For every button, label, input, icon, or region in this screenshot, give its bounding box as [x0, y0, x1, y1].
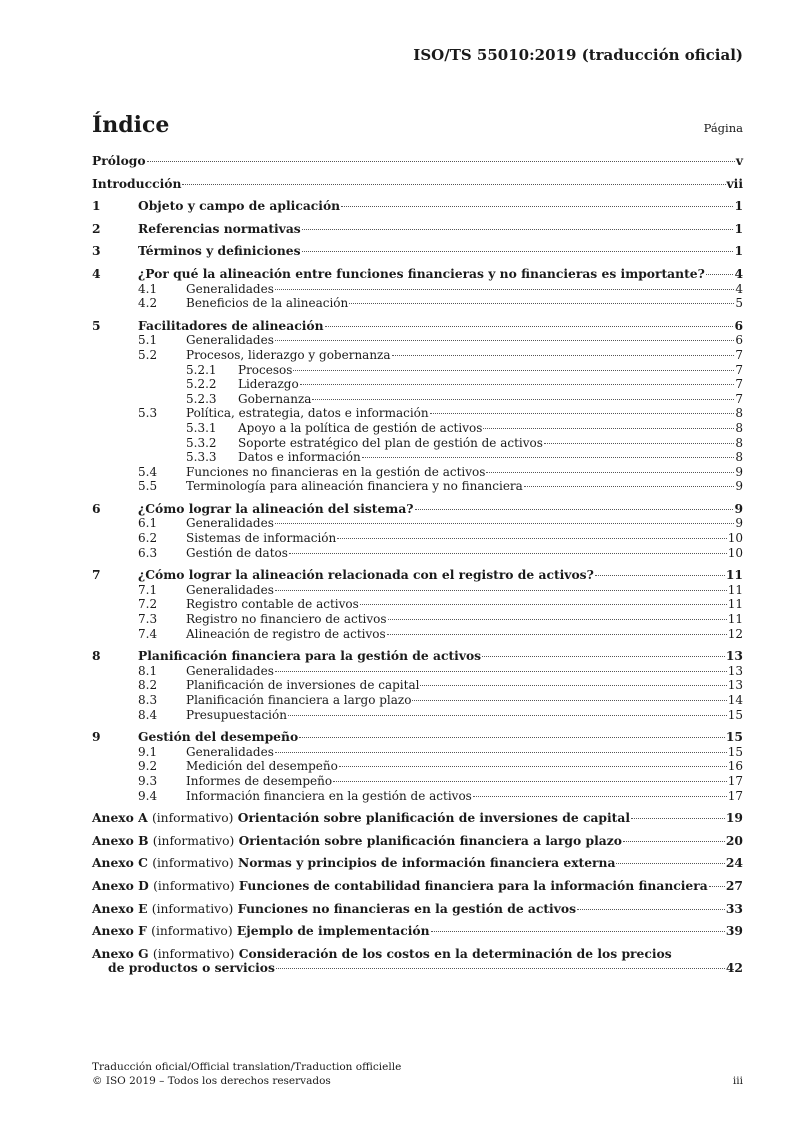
toc-entry-number: 5.2.1	[186, 362, 217, 377]
toc-entry-clause[interactable]	[92, 502, 743, 517]
annex-label: Anexo C	[92, 855, 148, 871]
toc-entry-title: Apoyo a la política de gestión de activos	[238, 420, 483, 435]
annex-type: (informativo)	[151, 901, 234, 916]
toc-entry-title: Prólogo	[92, 153, 146, 168]
toc-entry-number: 6.1	[138, 516, 158, 531]
toc-entry-page: 4	[734, 265, 743, 281]
toc-entry-number: 5.2.2	[186, 377, 217, 392]
toc-entry-page: 14	[727, 693, 743, 707]
toc-entry-number: 5	[92, 317, 101, 333]
dot-leader	[360, 604, 727, 605]
title-row	[92, 112, 743, 138]
dot-leader	[577, 909, 725, 910]
toc-entry-title: Gobernanza	[238, 391, 312, 406]
toc-entry-subclause[interactable]	[92, 583, 743, 598]
toc-entry-title: Objeto y campo de aplicación	[138, 198, 341, 214]
toc-entry-page: 6	[734, 317, 743, 333]
annex-title: Consideración de los costos en la determinación de los precios	[238, 945, 672, 961]
toc-entry-page: v	[735, 153, 743, 168]
toc-entry-subclause[interactable]	[92, 406, 743, 421]
toc-entry-page: 13	[727, 663, 743, 678]
toc-entry-subclause[interactable]	[92, 333, 743, 348]
toc-entry-page: 8	[735, 420, 743, 435]
toc-entry-page: 7	[735, 362, 743, 377]
dot-leader	[431, 931, 725, 932]
toc-entry-subclause[interactable]	[92, 678, 743, 693]
toc-entry-title: Referencias normativas	[138, 220, 301, 236]
toc-entry-subclause[interactable]	[92, 546, 743, 561]
annex-label: Anexo A	[92, 810, 148, 826]
toc-entry-number: 6	[92, 500, 101, 516]
toc-entry-clause[interactable]	[92, 568, 743, 583]
dot-leader	[302, 229, 734, 230]
annex-heading	[92, 834, 622, 849]
toc-entry-number: 5.2	[138, 347, 158, 362]
annex-title: Funciones de contabilidad financiera para la información financiera	[238, 877, 708, 893]
toc-entry-subclause[interactable]	[92, 296, 743, 311]
annex-type: (informativo)	[153, 878, 235, 893]
annex-heading	[92, 879, 708, 894]
toc-entry-number: 4.2	[138, 296, 158, 311]
toc-entry-number: 7.1	[138, 582, 158, 597]
dot-leader	[362, 457, 735, 458]
toc-entry-annex[interactable]	[92, 834, 743, 849]
annex-label: Anexo F	[92, 923, 147, 939]
toc-entry-title: Términos y definiciones	[138, 243, 301, 259]
dot-leader	[709, 886, 725, 887]
toc-entry-number: 6.2	[138, 531, 158, 546]
toc-entry-page: 9	[735, 516, 743, 531]
toc-entry-page: 42	[725, 960, 743, 976]
toc-entry-number: 4	[92, 265, 101, 281]
toc-entry-number: 7.2	[138, 597, 158, 612]
toc-entry-clause[interactable]	[92, 267, 743, 282]
toc-entry-annex[interactable]	[92, 947, 743, 976]
toc-entry-title: Medición del desempeño	[186, 759, 338, 774]
dot-leader	[299, 737, 725, 738]
toc-entry-subclause[interactable]	[92, 531, 743, 546]
dot-leader	[276, 968, 725, 969]
toc-entry-title: ¿Por qué la alineación entre funciones financieras y no financieras es importante?	[138, 265, 705, 281]
annex-title-line-2	[92, 961, 743, 976]
toc-entry-title: Registro no financiero de activos	[186, 612, 387, 627]
toc-entry-subclause[interactable]	[92, 693, 743, 708]
toc-entry-number: 8	[92, 648, 101, 664]
dot-leader	[706, 274, 734, 275]
toc-entry-number: 5.4	[138, 464, 158, 479]
dot-leader	[182, 184, 725, 185]
toc-entry-page: 19	[725, 810, 743, 826]
dot-leader	[312, 399, 734, 400]
table-of-contents	[92, 154, 743, 976]
toc-entry-clause[interactable]	[92, 199, 743, 214]
dot-leader	[524, 486, 735, 487]
toc-entry-title: Gestión del desempeño	[138, 729, 299, 745]
dot-leader	[387, 634, 727, 635]
toc-entry-page: 27	[725, 877, 743, 893]
annex-title: Orientación sobre planificación de inversiones de capital	[237, 810, 630, 826]
toc-entry-number: 8.4	[138, 707, 158, 722]
page-column-label: Página	[703, 121, 743, 135]
toc-entry-subclause[interactable]	[92, 282, 743, 297]
toc-entry-number: 5.3.2	[186, 435, 217, 450]
toc-entry-title: Planificación financiera para la gestión de activos	[138, 648, 482, 664]
dot-leader	[275, 671, 727, 672]
toc-entry-page: 1	[734, 243, 743, 259]
document-id-header: ISO/TS 55010:2019 (traducción oficial)	[413, 46, 743, 64]
toc-entry-page: 7	[735, 347, 743, 362]
toc-entry-page: 5	[735, 296, 743, 311]
toc-entry-number: 7.3	[138, 612, 158, 627]
toc-entry-subclause[interactable]	[92, 479, 743, 494]
toc-entry-annex[interactable]	[92, 902, 743, 917]
toc-entry-page: 11	[727, 612, 743, 627]
toc-entry-title: Sistemas de información	[186, 531, 337, 546]
dot-leader	[415, 509, 734, 510]
dot-leader	[339, 766, 727, 767]
dot-leader	[412, 700, 726, 701]
toc-entry-title: Planificación financiera a largo plazo	[186, 693, 412, 707]
toc-entry-page: 9	[734, 500, 743, 516]
dot-leader	[293, 370, 734, 371]
annex-type: (informativo)	[152, 833, 235, 848]
toc-entry-title: Gestión de datos	[186, 545, 288, 560]
toc-entry-page: 33	[725, 900, 743, 916]
toc-entry-subclause[interactable]	[92, 745, 743, 760]
dot-leader	[147, 161, 735, 162]
dot-leader	[333, 781, 727, 782]
annex-title-line-1	[92, 947, 743, 962]
toc-entry-page: 11	[727, 582, 743, 597]
toc-entry-title: Funciones no financieras en la gestión de activos	[186, 464, 486, 479]
dot-leader	[349, 303, 734, 304]
toc-entry-number: 2	[92, 220, 101, 236]
toc-entry-page: 39	[725, 923, 743, 939]
annex-heading	[92, 902, 576, 917]
toc-entry-page: 9	[735, 464, 743, 479]
toc-entry-title: Introducción	[92, 175, 182, 191]
toc-entry-page: 11	[725, 567, 743, 583]
toc-entry-annex[interactable]	[92, 879, 743, 894]
toc-entry-number: 7	[92, 567, 101, 583]
toc-entry-title: Liderazgo	[238, 377, 299, 392]
annex-title: Normas y principios de información financiera externa	[237, 855, 616, 871]
page-footer	[92, 1060, 743, 1088]
toc-entry-page: 12	[727, 626, 743, 641]
toc-entry-page: 8	[735, 450, 743, 465]
toc-entry-annex[interactable]	[92, 811, 743, 826]
toc-entry-annex[interactable]	[92, 924, 743, 939]
toc-entry-title: Procesos, liderazgo y gobernanza	[186, 347, 391, 362]
toc-entry-subclause[interactable]	[92, 627, 743, 642]
toc-entry-number: 9.4	[138, 788, 158, 803]
toc-entry-page: 20	[725, 832, 743, 848]
toc-entry-number: 5.1	[138, 333, 158, 348]
toc-entry-clause[interactable]	[92, 730, 743, 745]
dot-leader	[544, 443, 734, 444]
annex-type: (informativo)	[151, 811, 234, 826]
dot-leader	[392, 355, 735, 356]
dot-leader	[341, 206, 733, 207]
toc-entry-subsubclause[interactable]	[92, 377, 743, 392]
toc-entry-title: ¿Cómo lograr la alineación del sistema?	[138, 500, 414, 516]
toc-entry-subclause[interactable]	[92, 664, 743, 679]
toc-entry-page: vii	[726, 175, 743, 191]
toc-entry-title: Generalidades	[186, 663, 274, 678]
toc-entry-page: 8	[735, 435, 743, 450]
toc-entry-number: 5.3.3	[186, 450, 217, 465]
dot-leader	[325, 326, 734, 327]
toc-entry-number: 7.4	[138, 626, 158, 641]
annex-type: (informativo)	[151, 924, 233, 939]
toc-entry-number: 8.1	[138, 663, 158, 678]
toc-entry-page: 4	[735, 281, 743, 296]
toc-entry-subclause[interactable]	[92, 759, 743, 774]
toc-entry-title: Generalidades	[186, 744, 274, 759]
toc-entry-number: 5.3.1	[186, 420, 217, 435]
toc-entry-number: 5.5	[138, 479, 158, 494]
dot-leader	[430, 413, 735, 414]
toc-entry-title: Presupuestación	[186, 707, 287, 722]
dot-leader	[275, 752, 727, 753]
annex-heading	[92, 856, 615, 871]
toc-entry-subclause[interactable]	[92, 774, 743, 789]
dot-leader	[275, 289, 734, 290]
toc-entry-number: 9	[92, 729, 101, 745]
toc-entry-title: ¿Cómo lograr la alineación relacionada con el registro de activos?	[138, 567, 594, 583]
annex-heading	[92, 811, 630, 826]
annex-label: Anexo E	[92, 900, 148, 916]
toc-entry-number: 1	[92, 198, 101, 214]
dot-leader	[289, 553, 727, 554]
toc-entry-title: Datos e información	[238, 450, 361, 465]
toc-entry-subclause[interactable]	[92, 465, 743, 480]
toc-entry-page: 1	[734, 220, 743, 236]
dot-leader	[337, 538, 726, 539]
toc-entry-page: 1	[734, 198, 743, 214]
toc-entry-page: 16	[727, 759, 743, 774]
dot-leader	[420, 685, 726, 686]
toc-entry-subsubclause[interactable]	[92, 421, 743, 436]
toc-entry-subsubclause[interactable]	[92, 450, 743, 465]
toc-entry-subclause[interactable]	[92, 612, 743, 627]
toc-entry-subclause[interactable]	[92, 348, 743, 363]
toc-entry-title: Registro contable de activos	[186, 597, 359, 612]
dot-leader	[275, 590, 727, 591]
dot-leader	[473, 796, 727, 797]
dot-leader	[302, 251, 734, 252]
annex-label: Anexo G	[92, 945, 149, 961]
dot-leader	[288, 715, 727, 716]
page-title: Índice	[92, 112, 170, 138]
toc-entry-number: 9.1	[138, 744, 158, 759]
toc-entry-page: 13	[727, 678, 743, 693]
annex-title-continued: de productos o servicios	[108, 960, 275, 976]
toc-entry-title: Planificación de inversiones de capital	[186, 678, 420, 693]
toc-entry-page: 24	[725, 855, 743, 871]
toc-entry-subsubclause[interactable]	[92, 392, 743, 407]
toc-entry-front-matter[interactable]	[92, 177, 743, 192]
toc-entry-page: 10	[727, 531, 743, 546]
toc-entry-title: Generalidades	[186, 516, 274, 531]
toc-entry-number: 6.3	[138, 545, 158, 560]
toc-entry-page: 6	[735, 333, 743, 348]
toc-entry-number: 4.1	[138, 281, 158, 296]
footer-copyright: © ISO 2019 – Todos los derechos reservados	[92, 1075, 331, 1087]
annex-title: Funciones no financieras en la gestión de activos	[237, 900, 576, 916]
toc-entry-page: 11	[727, 597, 743, 612]
toc-entry-page: 15	[727, 707, 743, 722]
toc-entry-title: Generalidades	[186, 582, 274, 597]
annex-title: Ejemplo de implementación	[236, 923, 430, 939]
toc-entry-page: 7	[735, 377, 743, 392]
dot-leader	[616, 863, 724, 864]
toc-entry-subclause[interactable]	[92, 789, 743, 804]
toc-entry-subclause[interactable]	[92, 708, 743, 723]
toc-entry-number: 9.3	[138, 773, 158, 788]
toc-entry-title: Facilitadores de alineación	[138, 317, 324, 333]
toc-entry-number: 8.3	[138, 693, 158, 707]
toc-entry-title: Procesos	[238, 362, 293, 377]
toc-entry-clause[interactable]	[92, 222, 743, 237]
toc-entry-title: Información financiera en la gestión de activos	[186, 788, 472, 803]
toc-entry-clause[interactable]	[92, 649, 743, 664]
toc-entry-page: 10	[727, 545, 743, 560]
toc-entry-title: Política, estrategia, datos e información	[186, 406, 429, 421]
annex-label: Anexo D	[92, 877, 149, 893]
footer-page-number: iii	[732, 1075, 743, 1087]
toc-entry-number: 5.2.3	[186, 391, 217, 406]
toc-entry-front-matter[interactable]	[92, 154, 743, 169]
annex-label: Anexo B	[92, 832, 149, 848]
toc-entry-clause[interactable]	[92, 244, 743, 259]
toc-entry-page: 15	[725, 729, 743, 745]
dot-leader	[623, 841, 725, 842]
dot-leader	[482, 656, 725, 657]
dot-leader	[631, 818, 725, 819]
annex-type: (informativo)	[152, 856, 234, 871]
toc-entry-clause[interactable]	[92, 319, 743, 334]
dot-leader	[483, 428, 734, 429]
dot-leader	[275, 523, 734, 524]
dot-leader	[275, 340, 734, 341]
toc-entry-title: Alineación de registro de activos	[186, 626, 386, 641]
toc-entry-page: 13	[725, 648, 743, 664]
toc-entry-title: Terminología para alineación financiera y no financiera	[186, 479, 523, 494]
toc-entry-annex[interactable]	[92, 856, 743, 871]
dot-leader	[300, 384, 735, 385]
toc-entry-page: 17	[727, 788, 743, 803]
toc-entry-title: Soporte estratégico del plan de gestión de activos	[238, 435, 543, 450]
toc-entry-page: 17	[727, 773, 743, 788]
toc-entry-number: 9.2	[138, 759, 158, 774]
toc-entry-page: 15	[727, 744, 743, 759]
annex-title: Orientación sobre planificación financiera a largo plazo	[238, 832, 622, 848]
dot-leader	[486, 472, 734, 473]
toc-entry-number: 3	[92, 243, 101, 259]
toc-entry-subclause[interactable]	[92, 597, 743, 612]
annex-heading	[92, 924, 430, 939]
toc-entry-title: Generalidades	[186, 281, 274, 296]
toc-entry-title: Beneficios de la alineación	[186, 296, 349, 311]
toc-entry-number: 8.2	[138, 678, 158, 693]
toc-entry-subclause[interactable]	[92, 516, 743, 531]
dot-leader	[388, 619, 727, 620]
toc-entry-page: 9	[735, 479, 743, 494]
toc-entry-subsubclause[interactable]	[92, 436, 743, 451]
toc-entry-number: 5.3	[138, 406, 158, 421]
toc-entry-title: Informes de desempeño	[186, 773, 333, 788]
toc-entry-page: 8	[735, 406, 743, 421]
annex-type: (informativo)	[152, 946, 235, 961]
toc-entry-subsubclause[interactable]	[92, 363, 743, 378]
footer-translation-note: Traducción oficial/Official translation/Traduction officielle	[92, 1061, 402, 1073]
toc-entry-page: 7	[735, 391, 743, 406]
toc-entry-title: Generalidades	[186, 333, 274, 348]
dot-leader	[595, 575, 725, 576]
